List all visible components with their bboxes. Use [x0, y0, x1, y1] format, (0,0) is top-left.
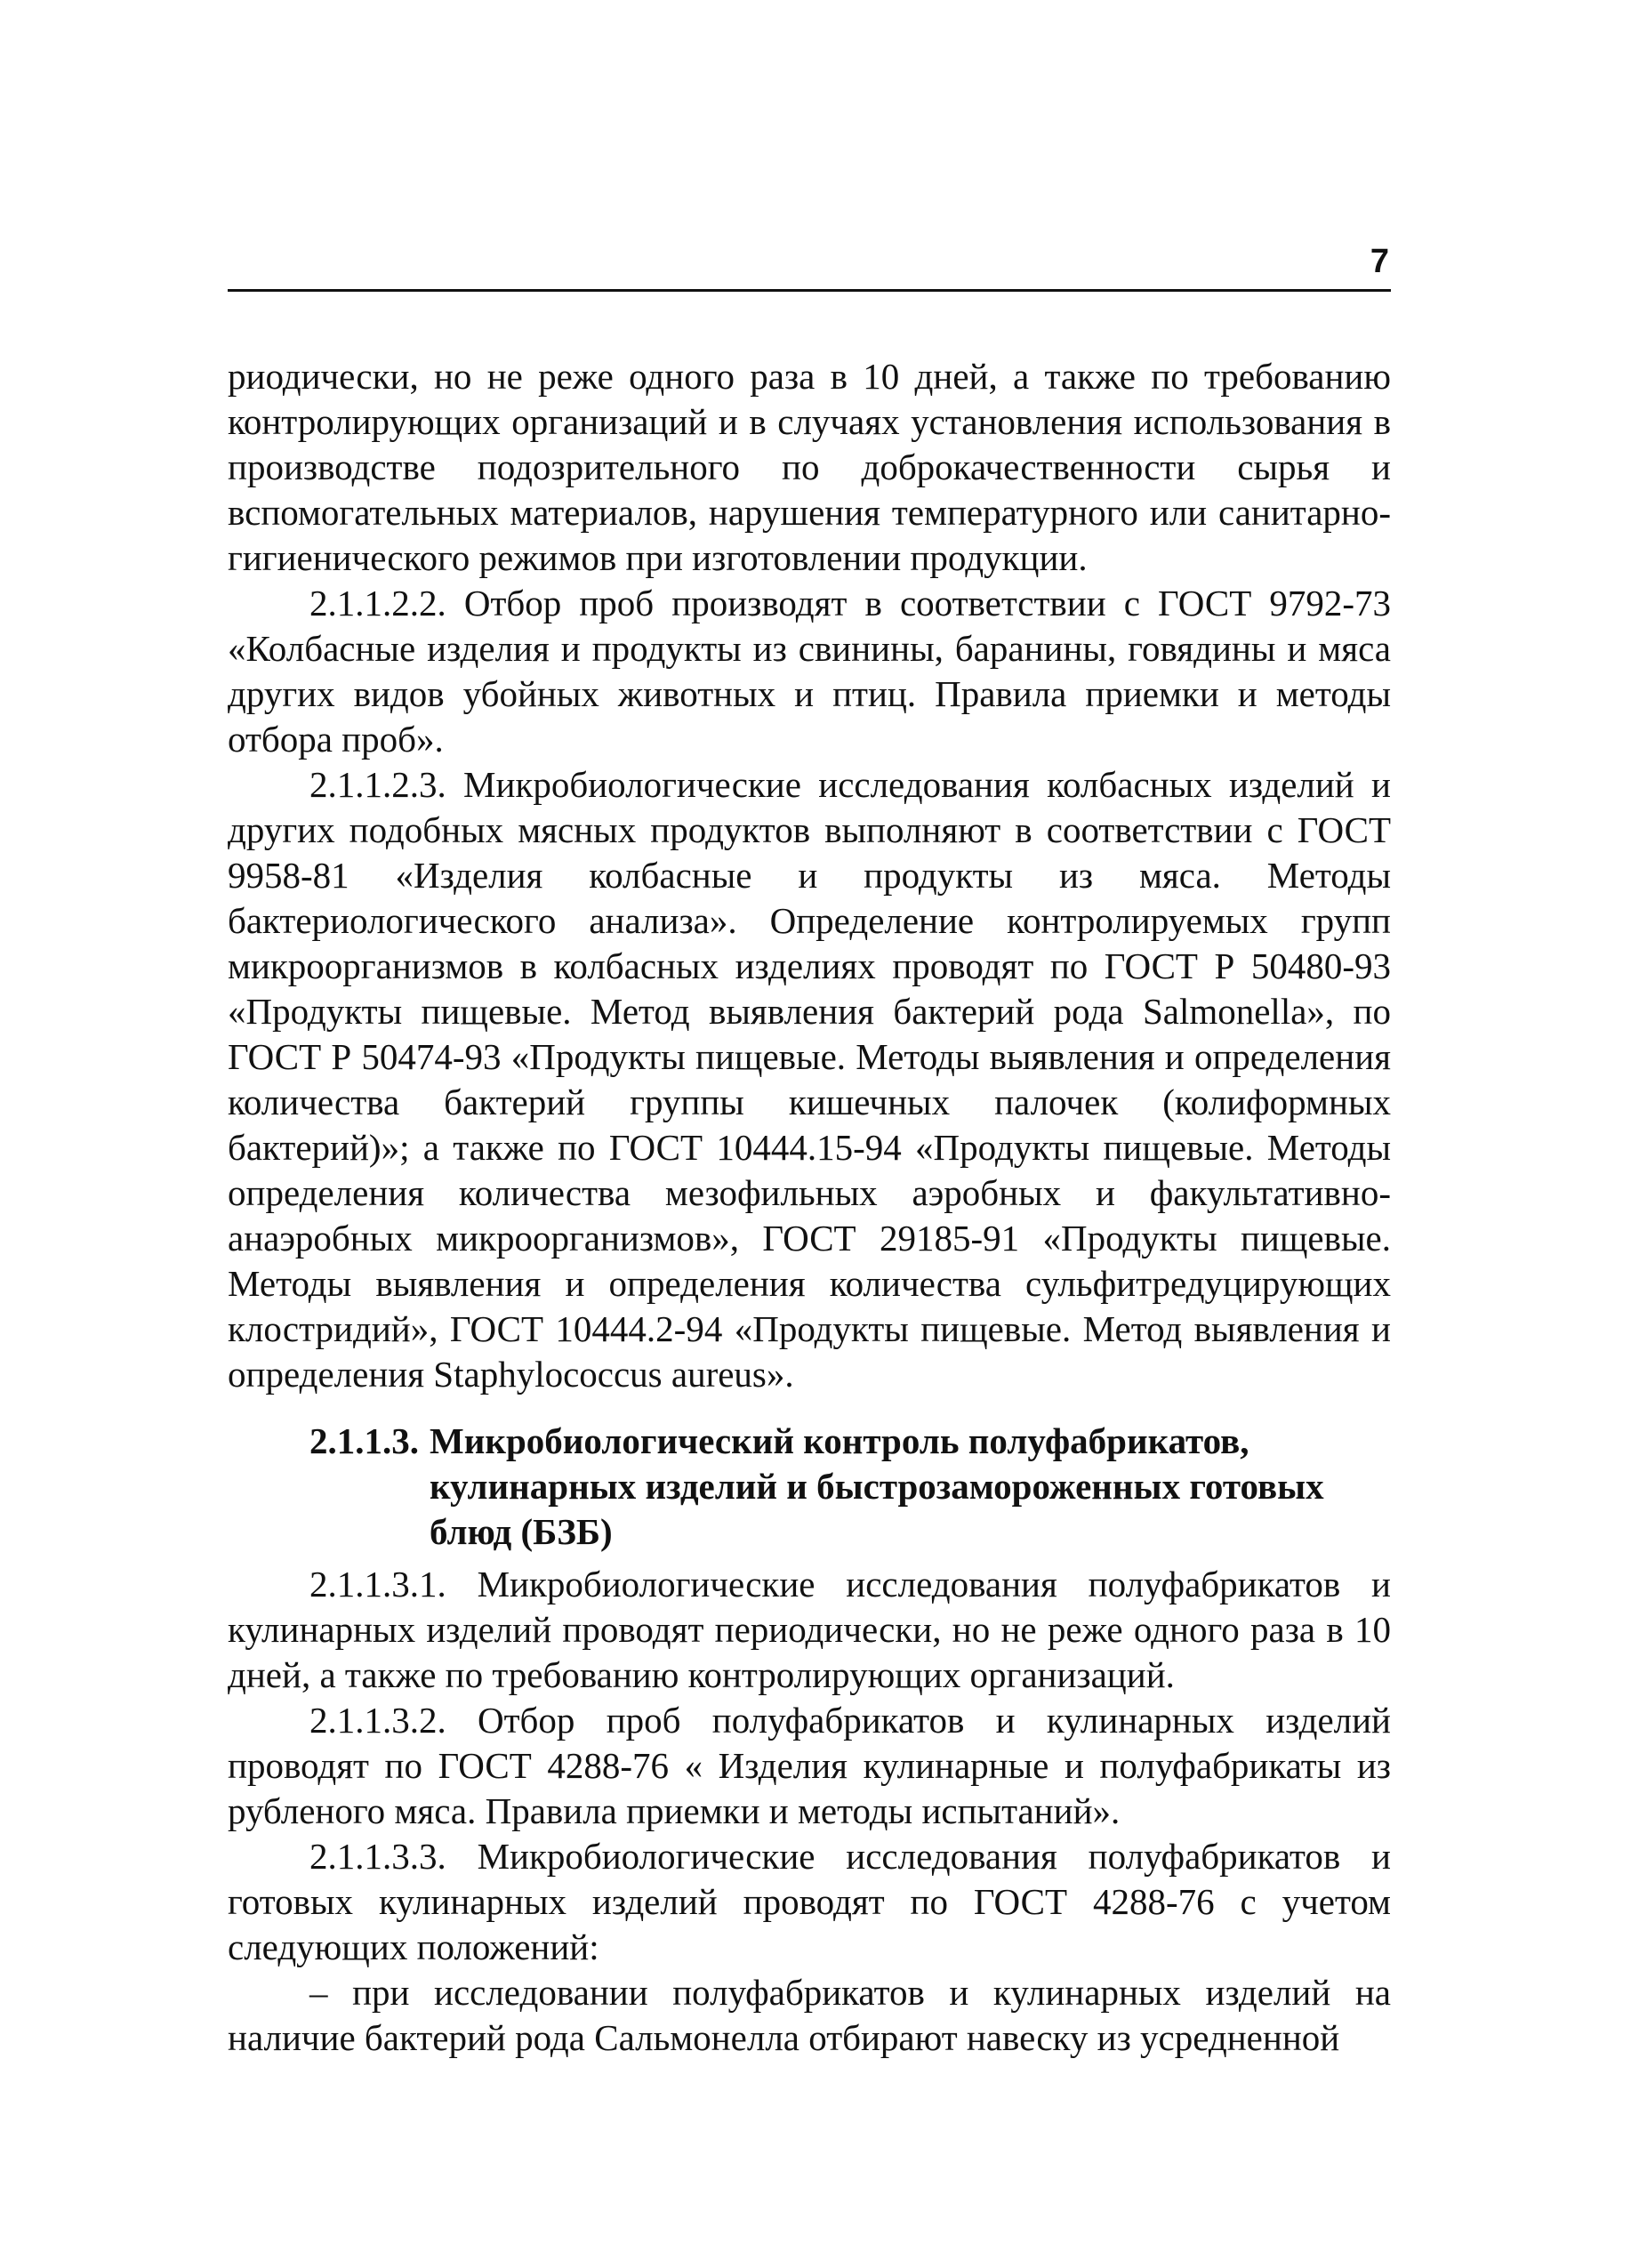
list-item-dash: – при исследовании полуфабрикатов и кулинарных изделий на наличие бактерий рода Сальмонелла отбирают навеску из усредненной: [228, 1972, 1391, 2058]
paragraph-continuation: риодически, но не реже одного раза в 10 дней, а также по требованию контролирующих организаций и в случаях установления использования в производстве подозрительного по доброкачественности сырья и вспомогательных материалов, нарушения температурного или санитарно-гигиенического режимов при изготовлении продукции.: [228, 356, 1391, 578]
section-heading-number: 2.1.1.3.: [309, 1420, 419, 1461]
paragraph-2-1-1-3-1: 2.1.1.3.1. Микробиологические исследования полуфабрикатов и кулинарных изделий проводят периодически, но не реже одного раза в 10 дней, а также по требованию контролирующих организаций.: [228, 1564, 1391, 1695]
page-number: 7: [1370, 243, 1389, 280]
header-rule: [228, 289, 1391, 292]
body-text: [228, 354, 1391, 2061]
section-heading: [228, 1419, 1391, 1555]
paragraph-2-1-1-3-2: 2.1.1.3.2. Отбор проб полуфабрикатов и кулинарных изделий проводят по ГОСТ 4288-76 « Изделия кулинарные и полуфабрикаты из рубленого мяса. Правила приемки и методы испытаний».: [228, 1700, 1391, 1831]
paragraph-2-1-1-3-3: 2.1.1.3.3. Микробиологические исследования полуфабрикатов и готовых кулинарных изделий проводят по ГОСТ 4288-76 с учетом следующих положений:: [228, 1836, 1391, 1967]
paragraph-2-1-1-2-3: 2.1.1.2.3. Микробиологические исследования колбасных изделий и других подобных мясных продуктов выполняют в соответствии с ГОСТ 9958-81 «Изделия колбасные и продукты из мяса. Методы бактериологического анализа». Определение контролируемых групп микроорганизмов в колбасных изделиях проводят по ГОСТ Р 50480-93 «Продукты пищевые. Метод выявления бактерий рода Salmonella», по ГОСТ Р 50474-93 «Продукты пищевые. Методы выявления и определения количества бактерий группы кишечных палочек (колиформных бактерий)»; а также по ГОСТ 10444.15-94 «Продукты пищевые. Методы определения количества мезофильных аэробных и факультативно-анаэробных микроорганизмов», ГОСТ 29185-91 «Продукты пищевые. Методы выявления и определения количества сульфитредуцирующих клостридий», ГОСТ 10444.2-94 «Продукты пищевые. Метод выявления и определения Staphylococcus aureus».: [228, 764, 1391, 1395]
section-heading-title: Микробиологический контроль полуфабрикатов, кулинарных изделий и быстрозамороженных готовых блюд (БЗБ): [430, 1420, 1324, 1552]
paragraph-2-1-1-2-2: 2.1.1.2.2. Отбор проб производят в соответствии с ГОСТ 9792-73 «Колбасные изделия и продукты из свинины, баранины, говядины и мяса других видов убойных животных и птиц. Правила приемки и методы отбора проб».: [228, 583, 1391, 760]
